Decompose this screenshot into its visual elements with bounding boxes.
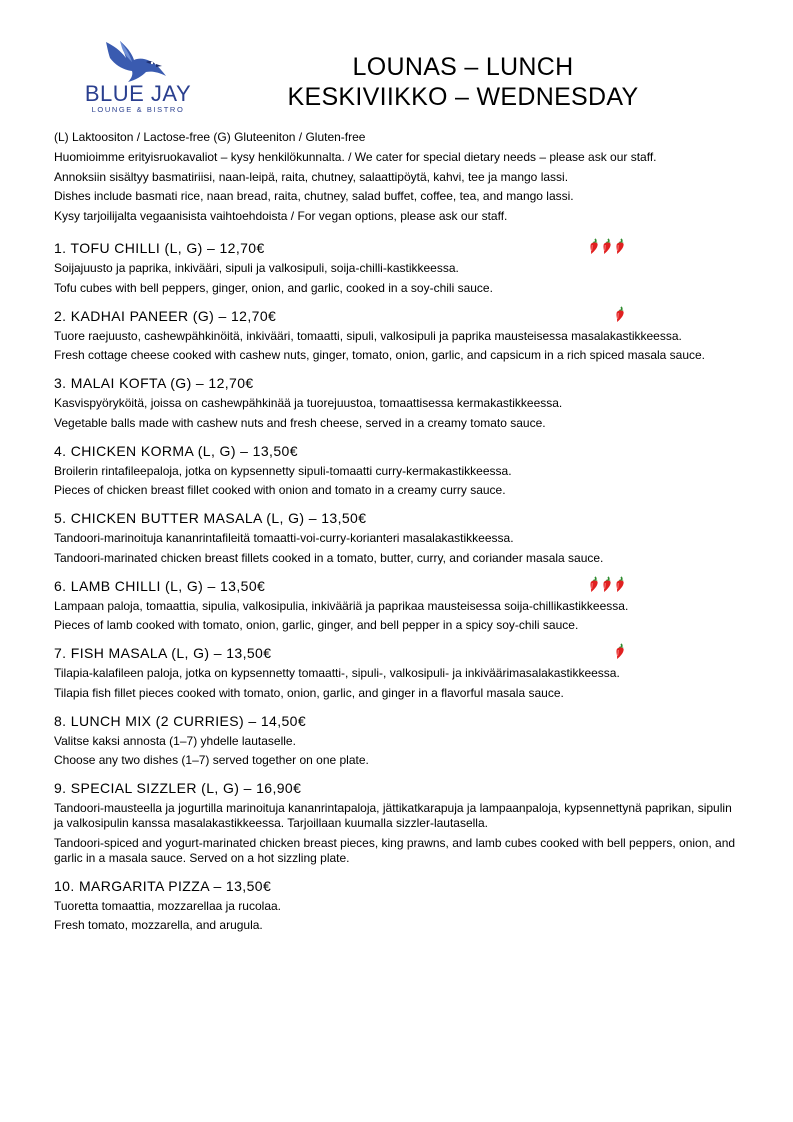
note-includes-fi: Annoksiin sisältyy basmatiriisi, naan-leipä, raita, chutney, salaattipöytä, kahvi, tee ja mango lassi. <box>54 169 569 184</box>
menu-item-desc-fi: Tuore raejuusto, cashewpähkinöitä, inkivääri, tomaatti, sipuli, valkosipuli ja paprika mausteisessa masalakastikkeessa. <box>54 328 682 343</box>
menu-item-desc-en: Choose any two dishes (1–7) served together on one plate. <box>54 753 369 767</box>
menu-item <box>54 508 744 566</box>
menu-item <box>54 711 744 769</box>
menu-item-desc-fi: Tuoretta tomaattia, mozzarellaa ja rucolaa. <box>54 898 281 913</box>
page-subtitle: KESKIVIIKKO – WEDNESDAY <box>287 83 639 111</box>
menu-item-title: 6. LAMB CHILLI (L, G) – 13,50€ <box>54 577 266 594</box>
spice-level <box>614 306 626 324</box>
menu-item-title: 1. TOFU CHILLI (L, G) – 12,70€ <box>54 240 265 256</box>
blue-jay-logo <box>72 40 202 114</box>
note-vegan: Kysy tarjoilijalta vegaanisista vaihtoehdoista / For vegan options, please ask our staff. <box>54 209 508 224</box>
menu-item-title: 2. KADHAI PANEER (G) – 12,70€ <box>54 307 277 324</box>
menu-item-title: 9. SPECIAL SIZZLER (L, G) – 16,90€ <box>54 780 302 796</box>
menu-item <box>54 373 744 431</box>
menu-item-desc-en: Fresh tomato, mozzarella, and arugula. <box>54 918 263 932</box>
blue-jay-bird-icon <box>100 40 170 84</box>
spice-level <box>614 643 626 661</box>
menu-item-title: 7. FISH MASALA (L, G) – 13,50€ <box>54 645 272 661</box>
menu-item-desc-en: Tilapia fish fillet pieces cooked with tomato, onion, garlic, and ginger in a flavorful masala sauce. <box>54 685 564 700</box>
note-diet-legend: (L) Laktoositon / Lactose-free (G) Gluteeniton / Gluten-free <box>54 130 366 144</box>
note-special-diets: Huomioimme erityisruokavaliot – kysy henkilökunnalta. / We cater for special dietary needs – please ask our staff. <box>54 149 657 164</box>
menu-item-desc-fi: Valitse kaksi annosta (1–7) yhdelle lautaselle. <box>54 733 296 748</box>
spice-level <box>588 238 626 256</box>
menu-item <box>54 238 744 296</box>
spice-level <box>588 576 626 594</box>
menu-item <box>54 306 744 364</box>
menu-item-title: 4. CHICKEN KORMA (L, G) – 13,50€ <box>54 442 298 459</box>
chili-pepper-icon <box>601 576 613 593</box>
menu-item-title: 3. MALAI KOFTA (G) – 12,70€ <box>54 375 254 391</box>
chili-pepper-icon <box>614 576 626 593</box>
menu-item-desc-fi: Tandoori-mausteella ja jogurtilla marinoituja kananrintapaloja, jättikatkarapuja ja lampaanpaloja, kypsennettynä paprikan, sipulin ja valkosipulin kanssa masalakastikkeessa. Tarjoillaan kuumalla sizzler-lautasella. <box>54 801 732 830</box>
menu-item-desc-en: Tofu cubes with bell peppers, ginger, onion, and garlic, cooked in a soy-chili sauce. <box>54 280 493 295</box>
menu-item-desc-fi: Tandoori-marinoituja kananrintafileitä tomaatti-voi-curry-korianteri masalakastikkeessa. <box>54 531 514 545</box>
menu-item <box>54 876 744 934</box>
chili-pepper-icon <box>614 643 626 660</box>
chili-pepper-icon <box>588 576 600 593</box>
page-title: LOUNAS – LUNCH <box>352 53 574 81</box>
menu-item <box>54 576 744 634</box>
chili-pepper-icon <box>614 238 626 255</box>
menu-item <box>54 441 744 499</box>
note-includes-en: Dishes include basmati rice, naan bread, raita, chutney, salad buffet, coffee, tea, and mango lassi. <box>54 189 574 204</box>
menu-item-desc-en: Fresh cottage cheese cooked with cashew nuts, ginger, tomato, onion, garlic, and capsicum in a rich spiced masala sauce. <box>54 348 706 362</box>
menu-item <box>54 643 744 701</box>
menu-item-title: 8. LUNCH MIX (2 CURRIES) – 14,50€ <box>54 712 307 729</box>
menu-item-desc-en: Pieces of chicken breast fillet cooked with onion and tomato in a creamy curry sauce. <box>54 483 506 497</box>
menu-item-desc-fi: Broilerin rintafileepaloja, jotka on kypsennetty sipuli-tomaatti curry-kermakastikkeessa. <box>54 463 512 478</box>
menu-item-desc-fi: Kasvispyöryköitä, joissa on cashewpähkinää ja tuorejuustoa, tomaattisessa kermakastikkeessa. <box>54 396 563 410</box>
menu-item-desc-fi: Tilapia-kalafileen paloja, jotka on kypsennetty tomaatti-, sipuli-, valkosipuli- ja inkiväärimasalakastikkeessa. <box>54 666 620 680</box>
menu-item-title: 5. CHICKEN BUTTER MASALA (L, G) – 13,50€ <box>54 510 367 526</box>
chili-pepper-icon <box>601 238 613 255</box>
menu-item-title: 10. MARGARITA PIZZA – 13,50€ <box>54 877 272 894</box>
menu-item-desc-fi: Soijajuusto ja paprika, inkivääri, sipuli ja valkosipuli, soija-chilli-kastikkeessa. <box>54 261 459 275</box>
menu-item <box>54 778 744 866</box>
menu-notes <box>54 128 754 227</box>
menu-item-desc-en: Tandoori-spiced and yogurt-marinated chicken breast pieces, king prawns, and lamb cubes cooked with bell peppers, onion, and garlic in a masala sauce. Served on a hot sizzling plate. <box>54 835 736 865</box>
chili-pepper-icon <box>588 238 600 255</box>
menu-item-desc-en: Tandoori-marinated chicken breast fillets cooked in a tomato, butter, curry, and coriander masala sauce. <box>54 550 604 565</box>
menu-item-desc-en: Vegetable balls made with cashew nuts and fresh cheese, served in a creamy tomato sauce. <box>54 415 546 430</box>
chili-pepper-icon <box>614 306 626 323</box>
menu-item-desc-en: Pieces of lamb cooked with tomato, onion, garlic, ginger, and bell pepper in a spicy soy-chili sauce. <box>54 618 579 632</box>
menu-list <box>54 238 744 943</box>
brand-tagline: LOUNGE & BISTRO <box>91 105 185 114</box>
brand-name: BLUE JAY <box>84 81 192 106</box>
menu-item-desc-fi: Lampaan paloja, tomaattia, sipulia, valkosipulia, inkivääriä ja paprikaa mausteisessa soija-chillikastikkeessa. <box>54 598 629 613</box>
